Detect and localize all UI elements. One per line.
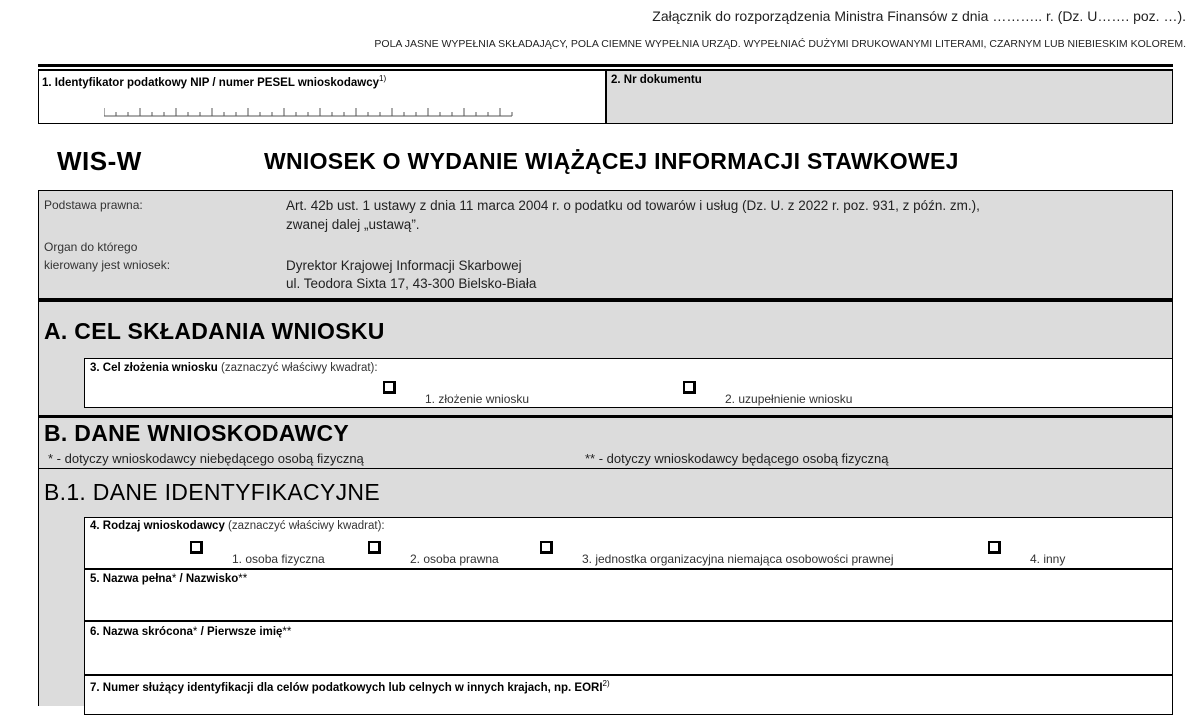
foreign-tax-id-label: 7. Numer służący identyfikacji dla celów podatkowych lub celnych w innych krajach, np. EORI$^{2)}$ xyxy=(90,679,610,694)
section-b-note-natural: ** - dotyczy wnioskodawcy będącego osobą fizyczną xyxy=(585,451,889,466)
full-name-label: 5. Nazwa pełna* / Nazwisko** xyxy=(90,573,248,585)
annex-note: Załącznik do rozporządzenia Ministra Finansów z dnia ……….. r. (Dz. U……. poz. …). xyxy=(652,8,1186,24)
applicant-type-option-other: 4. inny xyxy=(1030,552,1066,566)
section-b1-heading: B.1. DANE IDENTYFIKACYJNE xyxy=(44,479,380,505)
organ-text: Dyrektor Krajowej Informacji Skarbowej xyxy=(286,258,522,273)
applicant-type-option-legal: 2. osoba prawna xyxy=(410,552,499,566)
applicant-type-option-unit: 3. jednostka organizacyjna niemająca osobowości prawnej xyxy=(582,552,894,566)
document-number-label: 2. Nr dokumentu xyxy=(611,74,702,86)
full-name-field[interactable] xyxy=(84,569,1173,621)
legal-basis-label: Podstawa prawna: xyxy=(44,198,143,212)
applicant-type-checkbox-unit[interactable] xyxy=(540,541,553,554)
section-b-heading: B. DANE WNIOSKODAWCY xyxy=(44,420,349,446)
organ-label: Organ do którego xyxy=(44,240,138,254)
nip-tick-comb xyxy=(104,104,514,118)
form-code: WIS-W xyxy=(57,146,142,176)
legal-basis-text-2: zwanej dalej „ustawą”. xyxy=(286,217,420,232)
nip-pesel-label: 1. Identyfikator podatkowy NIP / numer PESEL wnioskodawcy$^{1)}$ xyxy=(42,74,387,89)
organ-address: ul. Teodora Sixta 17, 43-300 Bielsko-Biała xyxy=(286,276,537,291)
applicant-type-option-natural: 1. osoba fizyczna xyxy=(232,552,325,566)
applicant-type-checkbox-legal[interactable] xyxy=(368,541,381,554)
purpose-checkbox-submit[interactable] xyxy=(383,381,396,394)
purpose-option-submit: 1. złożenie wniosku xyxy=(425,392,530,406)
applicant-type-checkbox-natural[interactable] xyxy=(190,541,203,554)
legal-basis-text: Art. 42b ust. 1 ustawy z dnia 11 marca 2004 r. o podatku od towarów i usług (Dz. U. z 2022 r. poz. 931, z późn. zm.), xyxy=(286,198,980,213)
short-name-label: 6. Nazwa skrócona* / Pierwsze imię** xyxy=(90,626,292,638)
instructions-note: POLA JASNE WYPEŁNIA SKŁADAJĄCY, POLA CIEMNE WYPEŁNIA URZĄD. WYPEŁNIAĆ DUŻYMI DRUKOWANYMI LITERAMI, CZARNYM LUB NIEBIESKIM KOLOREM. xyxy=(374,38,1186,50)
form-title: WNIOSEK O WYDANIE WIĄŻĄCEJ INFORMACJI STAWKOWEJ xyxy=(264,148,959,174)
purpose-checkbox-supplement[interactable] xyxy=(683,381,696,394)
purpose-option-supplement: 2. uzupełnienie wniosku xyxy=(725,392,853,406)
section-a-heading: A. CEL SKŁADANIA WNIOSKU xyxy=(44,318,385,344)
purpose-label: 3. Cel złożenia wniosku (zaznaczyć właściwy kwadrat): xyxy=(90,362,378,374)
applicant-type-checkbox-other[interactable] xyxy=(988,541,1001,554)
applicant-type-label: 4. Rodzaj wnioskodawcy (zaznaczyć właściwy kwadrat): xyxy=(90,520,385,532)
organ-label-2: kierowany jest wniosek: xyxy=(44,258,171,272)
section-b-note-legal: * - dotyczy wnioskodawcy niebędącego osobą fizyczną xyxy=(48,451,364,466)
